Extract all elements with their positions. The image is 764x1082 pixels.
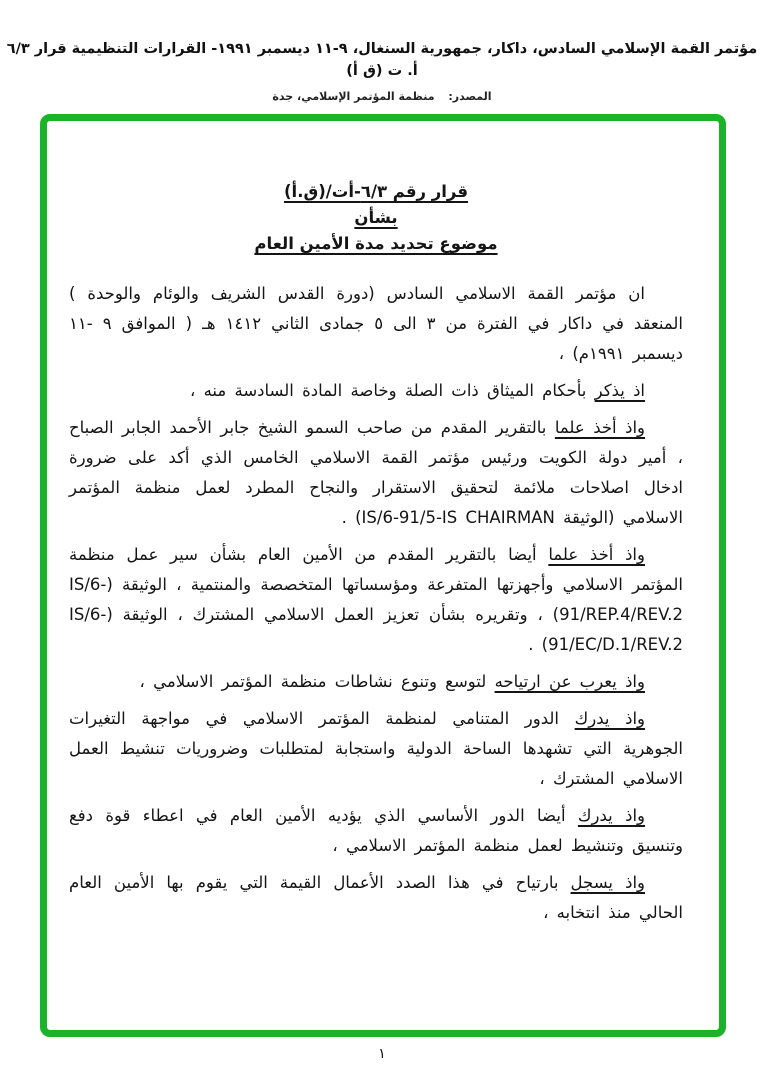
resolution-document bbox=[47, 121, 719, 928]
resolution-number-title: قرار رقم ٦/٣-أت/(ق.أ) bbox=[284, 182, 468, 201]
resolution-title-block bbox=[69, 179, 683, 257]
source-label: المصدر: bbox=[448, 90, 492, 103]
preamble-clause bbox=[69, 667, 683, 697]
preamble-clause bbox=[69, 704, 683, 794]
source-value: منظمة المؤتمر الإسلامي، جدة bbox=[272, 90, 435, 103]
clause-text: الدور المتنامي لمنظمة المؤتمر الاسلامي في مواجهة التغيرات الجوهرية التي تشهدها الساحة الدولية واستجابة لمتطلبات وضروريات تنشيط العمل الاسلامي المشترك ، bbox=[69, 709, 683, 788]
resolution-regarding-title: بشأن bbox=[354, 208, 398, 227]
clause-text: بالتقرير المقدم من صاحب السمو الشيخ جابر الأحمد الجابر الصباح ، أمير دولة الكويت ورئيس مؤتمر القمة الاسلامي الخامس الذي أكد على ضرورة ادخال اصلاحات ملائمة لتحقيق الاستقرار والنجاح المطرد لعمل منظمة المؤتمر الاسلامي (الوثيقة ⁦(IS/6-91/5-IS CHAIRMAN⁩ . bbox=[69, 418, 683, 527]
clause-text: أيضا بالتقرير المقدم من الأمين العام بشأن سير عمل منظمة المؤتمر الاسلامي وأجهزتها المتفرعة ومؤسساتها المتخصصة والمنتمية ، الوثيقة (⁦IS/6-91/REP.4/REV.2⁩) ، وتقريره بشأن تعزيز العمل الاسلامي المشترك ، الوثيقة (⁦IS/6-91/EC/D.1/REV.2⁩) . bbox=[69, 545, 683, 654]
clause-text: بارتياح في هذا الصدد الأعمال القيمة التي يقوم بها الأمين العام الحالي منذ انتخابه ، bbox=[69, 873, 683, 922]
clause-text: لتوسع وتنوع نشاطات منظمة المؤتمر الاسلامي ، bbox=[139, 672, 495, 691]
preamble-clause bbox=[69, 801, 683, 861]
clause-lead: واذ يعرب عن ارتياحه bbox=[494, 672, 645, 691]
clause-lead: واذ يدرك bbox=[577, 806, 645, 825]
clause-lead: واذ أخذ علما bbox=[548, 545, 645, 564]
clause-text: ان مؤتمر القمة الاسلامي السادس (دورة القدس الشريف والوئام والوحدة ) المنعقد في داكار في الفترة من ٣ الى ٥ جمادى الثاني ١٤١٢ هـ ( الموافق ٩ -١١ ديسمبر ١٩٩١م) ، bbox=[69, 284, 684, 363]
clause-lead: واذ يسجل bbox=[570, 873, 645, 892]
page-header bbox=[0, 0, 764, 103]
resolution-subject-title: موضوع تحديد مدة الأمين العام bbox=[254, 234, 498, 253]
conference-header-title: مؤتمر القمة الإسلامي السادس، داكار، جمهورية السنغال، ٩-١١ ديسمبر ١٩٩١- القرارات التنظيمية قرار ٦/٣ أ. ت (ق أ) bbox=[6, 41, 758, 79]
clause-lead: واذ يدرك bbox=[574, 709, 645, 728]
green-border-frame bbox=[40, 114, 726, 1037]
preamble-clause bbox=[69, 540, 683, 660]
page-number: ١ bbox=[378, 1046, 386, 1062]
preamble-clause bbox=[69, 376, 683, 406]
clause-lead: اذ يذكر bbox=[594, 381, 645, 400]
source-line bbox=[0, 90, 764, 103]
preamble-clause bbox=[69, 279, 683, 369]
clause-text: بأحكام الميثاق ذات الصلة وخاصة المادة السادسة منه ، bbox=[190, 381, 595, 400]
clause-text: أيضا الدور الأساسي الذي يؤديه الأمين العام في اعطاء قوة دفع وتنسيق وتنشيط لعمل منظمة المؤتمر الاسلامي ، bbox=[69, 806, 683, 855]
preamble-clause bbox=[69, 868, 683, 928]
clause-lead: واذ أخذ علما bbox=[554, 418, 646, 437]
preamble-clause bbox=[69, 413, 683, 533]
